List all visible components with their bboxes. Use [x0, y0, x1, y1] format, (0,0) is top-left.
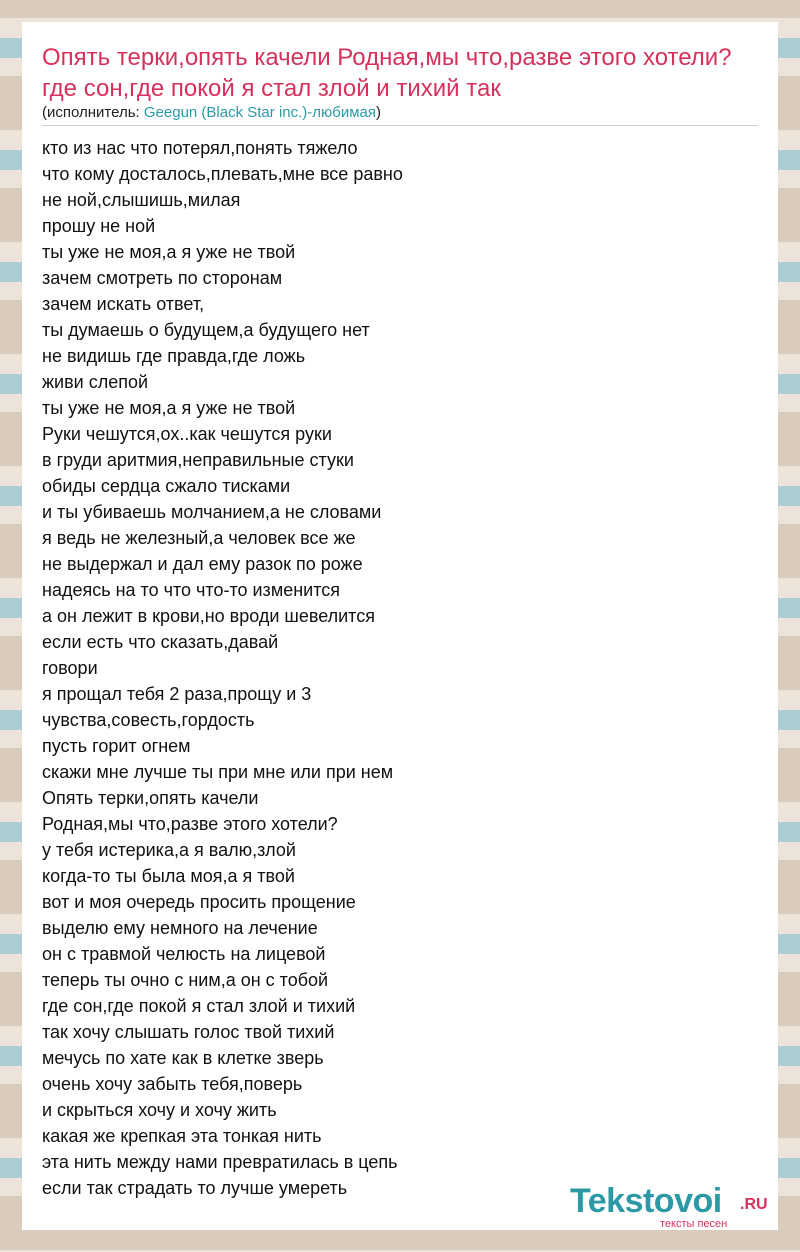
lyric-line: мечусь по хате как в клетке зверь: [42, 1048, 324, 1068]
lyric-line: выделю ему немного на лечение: [42, 918, 318, 938]
lyric-line: когда-то ты была моя,а я твой: [42, 866, 295, 886]
lyrics-list: [42, 135, 403, 1201]
lyric-line: пусть горит огнем: [42, 736, 191, 756]
song-title: Опять терки,опять качели Родная,мы что,разве этого хотели?где сон,где покой я стал злой и тихий так: [42, 44, 732, 102]
lyric-line: так хочу слышать голос твой тихий: [42, 1022, 335, 1042]
logo-tagline: тексты песен: [660, 1218, 728, 1230]
lyric-line: Опять терки,опять качели: [42, 788, 259, 808]
lyric-line: живи слепой: [42, 372, 149, 392]
performer-prefix: (исполнитель:: [42, 104, 144, 121]
lyric-line: а он лежит в крови,но вроди шевелится: [42, 606, 375, 626]
site-logo[interactable]: [570, 1182, 780, 1230]
lyric-line: я ведь не железный,а человек все же: [42, 528, 356, 548]
lyric-line: и ты убиваешь молчанием,а не словами: [42, 502, 382, 522]
lyric-line: где сон,где покой я стал злой и тихий: [42, 996, 356, 1016]
lyric-line: очень хочу забыть тебя,поверь: [42, 1074, 303, 1094]
lyric-line: ты уже не моя,а я уже не твой: [42, 398, 296, 418]
lyric-line: вот и моя очередь просить прощение: [42, 892, 356, 912]
lyric-line: я прощал тебя 2 раза,прощу и 3: [42, 684, 312, 704]
lyrics-card: [22, 22, 778, 1230]
lyric-line: и скрыться хочу и хочу жить: [42, 1100, 277, 1120]
lyric-line: надеясь на то что что-то изменится: [42, 580, 340, 600]
lyric-line: не видишь где правда,где ложь: [42, 346, 306, 366]
lyric-line: кто из нас что потерял,понять тяжело: [42, 138, 358, 158]
lyric-line: что кому досталось,плевать,мне все равно: [42, 164, 403, 184]
artist-link[interactable]: Geegun (Black Star inc.)-любимая: [143, 104, 377, 121]
performer-suffix: ): [376, 104, 382, 121]
lyric-line: если так страдать то лучше умереть: [42, 1178, 348, 1198]
lyric-line: эта нить между нами превратилась в цепь: [42, 1152, 398, 1172]
lyric-line: обиды сердца сжало тисками: [42, 476, 291, 496]
lyric-line: если есть что сказать,давай: [42, 632, 279, 652]
lyric-line: прошу не ной: [42, 216, 156, 236]
logo-wordmark: Tekstovoi: [570, 1182, 722, 1220]
lyric-line: зачем искать ответ,: [42, 294, 205, 314]
lyric-line: не выдержал и дал ему разок по роже: [42, 554, 363, 574]
title-divider: [42, 125, 758, 126]
lyric-line: чувства,совесть,гордость: [42, 710, 255, 730]
lyric-line: в груди аритмия,неправильные стуки: [42, 450, 354, 470]
lyric-line: Родная,мы что,разве этого хотели?: [42, 814, 338, 834]
lyric-line: у тебя истерика,а я валю,злой: [42, 840, 296, 860]
lyric-line: теперь ты очно с ним,а он с тобой: [42, 970, 329, 990]
lyric-line: скажи мне лучше ты при мне или при нем: [42, 762, 394, 782]
lyric-line: ты уже не моя,а я уже не твой: [42, 242, 296, 262]
lyric-line: какая же крепкая эта тонкая нить: [42, 1126, 322, 1146]
lyric-line: не ной,слышишь,милая: [42, 190, 241, 210]
performer-line: [42, 104, 381, 121]
lyric-line: Руки чешутся,ох..как чешутся руки: [42, 424, 332, 444]
lyric-line: он с травмой челюсть на лицевой: [42, 944, 326, 964]
logo-domain: .RU: [740, 1196, 768, 1213]
lyric-line: зачем смотреть по сторонам: [42, 268, 283, 288]
lyric-line: говори: [42, 658, 98, 678]
lyric-line: ты думаешь о будущем,а будущего нет: [42, 320, 370, 340]
